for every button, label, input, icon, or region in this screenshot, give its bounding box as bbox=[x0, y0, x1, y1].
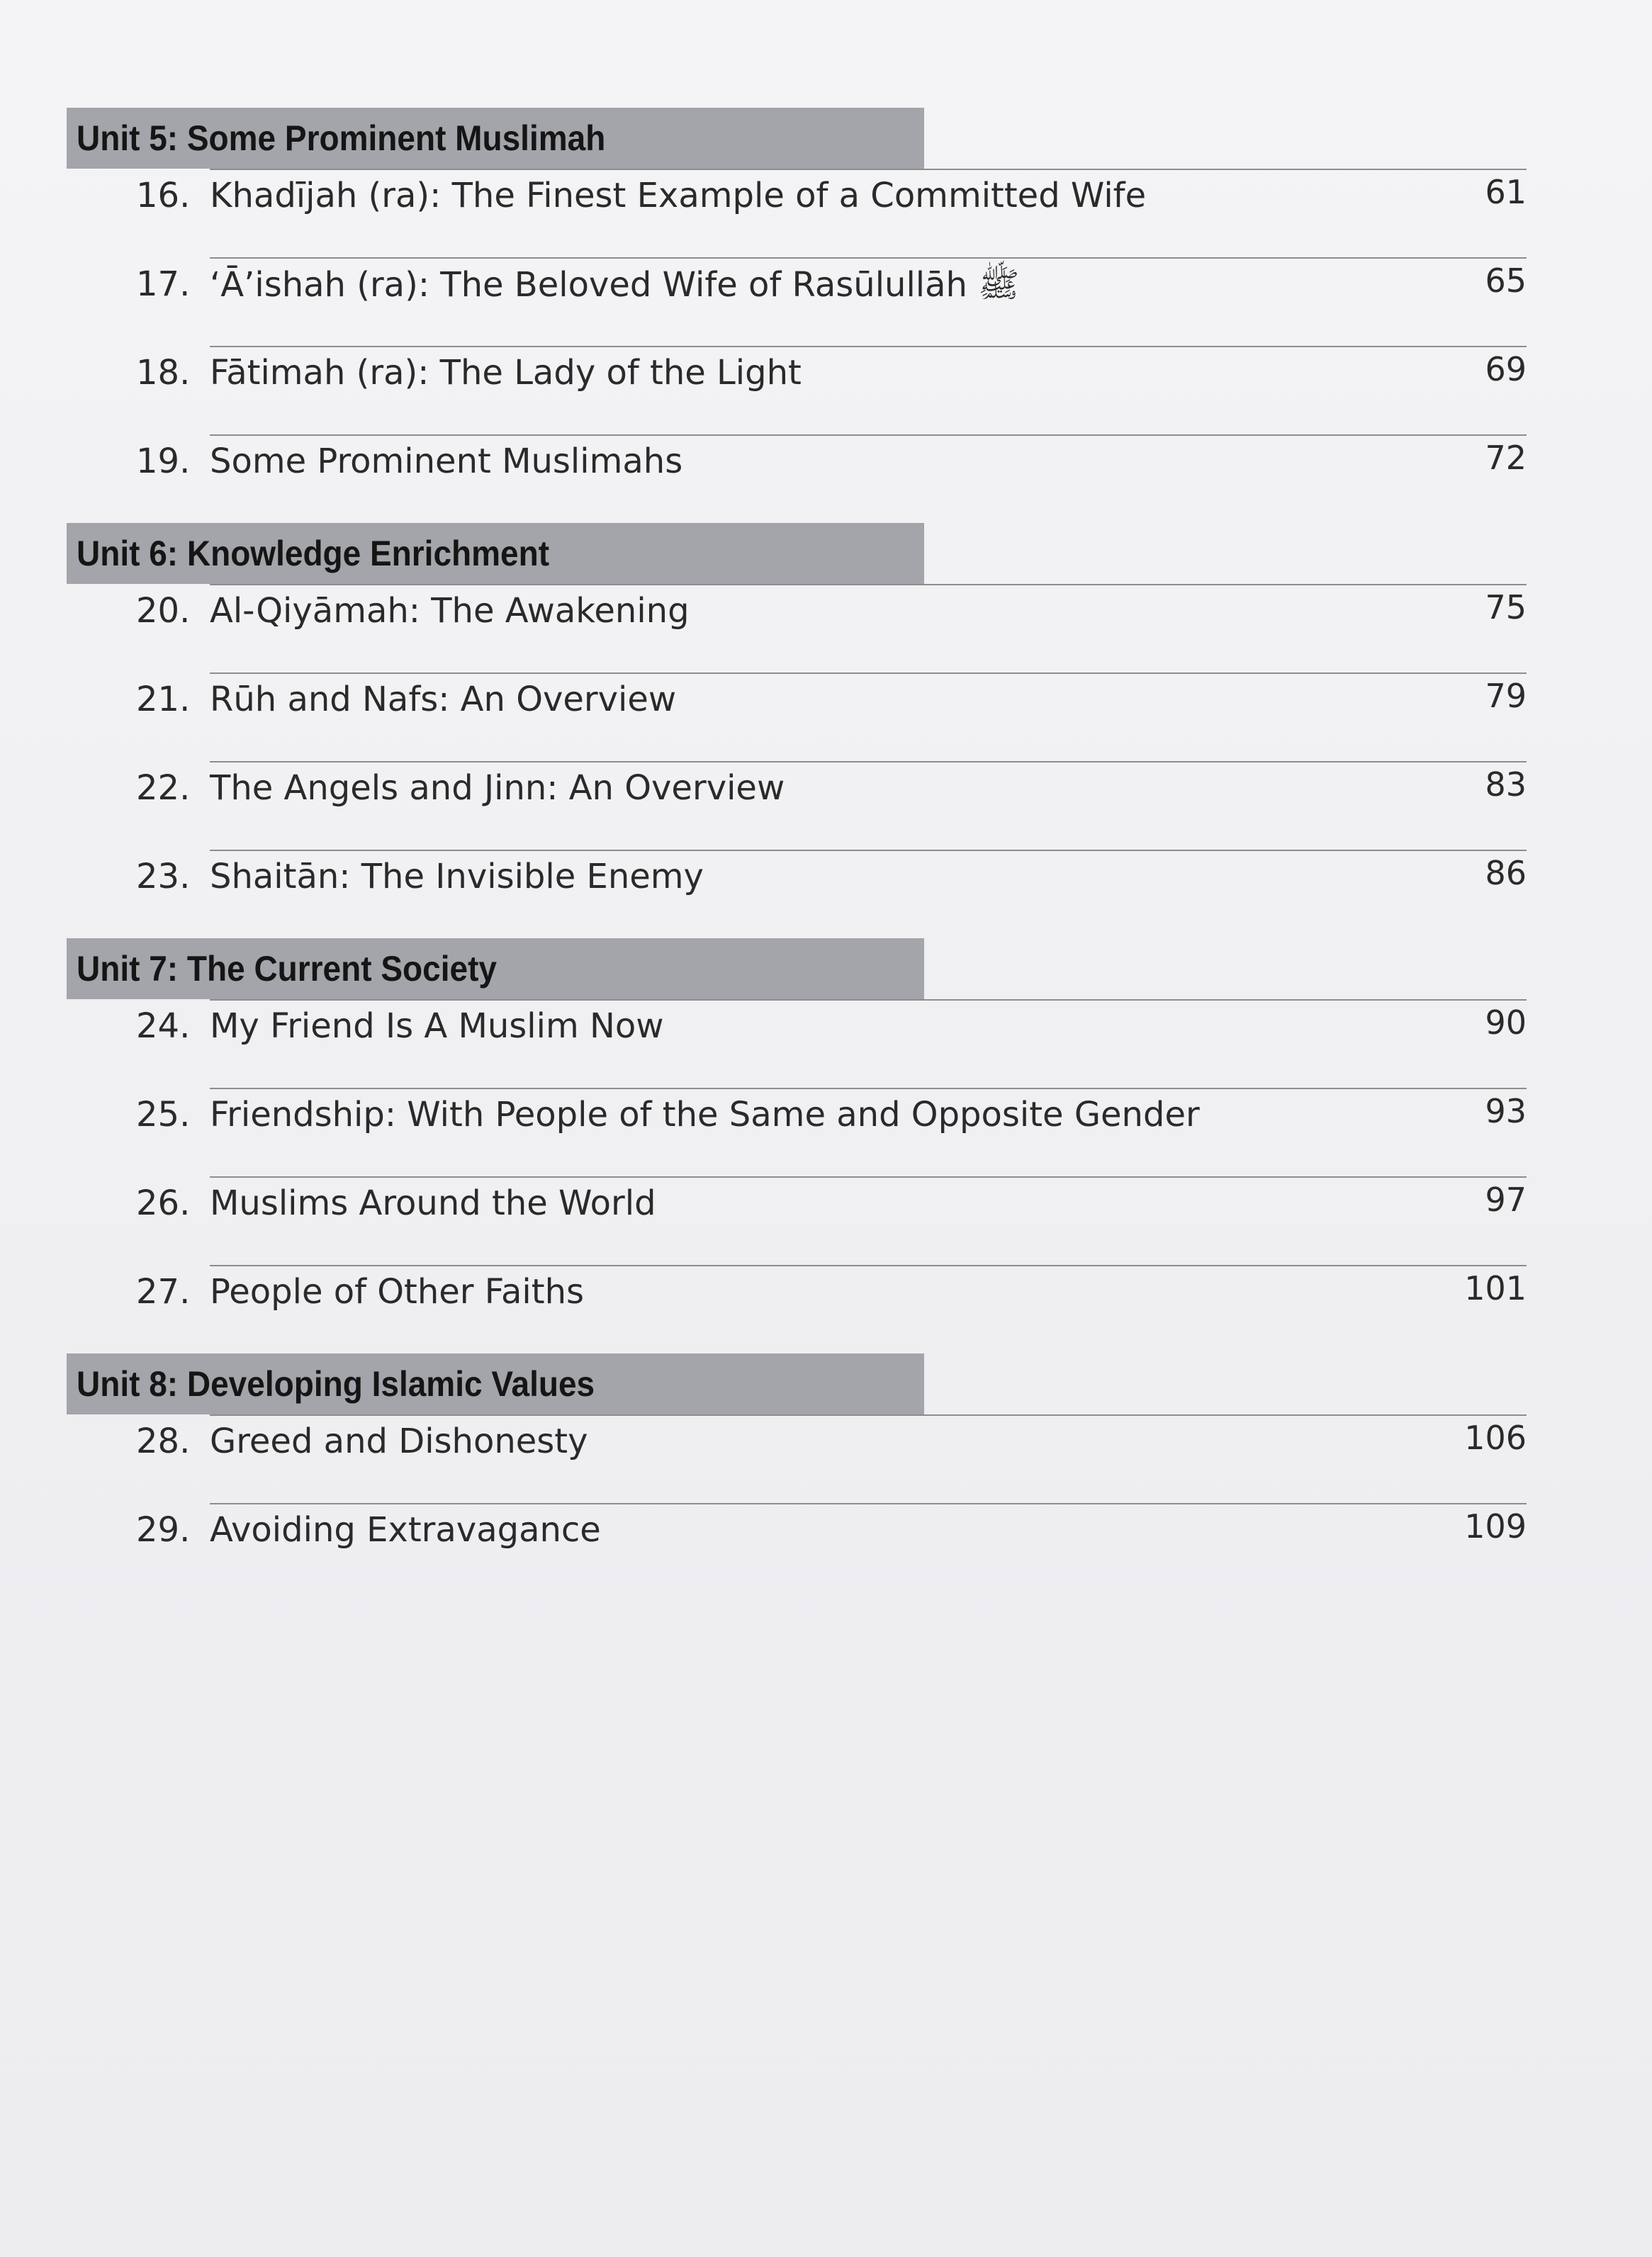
unit-heading bbox=[67, 108, 924, 169]
divider bbox=[210, 346, 1527, 347]
lesson-number: 20. bbox=[136, 591, 191, 631]
lesson-number: 18. bbox=[136, 353, 191, 393]
toc-entry bbox=[67, 1265, 1527, 1353]
page-number: 75 bbox=[1485, 588, 1527, 626]
lesson-number: 22. bbox=[136, 768, 191, 808]
lesson-title: My Friend Is A Muslim Now bbox=[210, 1006, 664, 1046]
lesson-title: Khadījah (ra): The Finest Example of a Committed Wife bbox=[210, 176, 1147, 215]
divider bbox=[210, 672, 1527, 674]
toc-entry bbox=[67, 257, 1527, 346]
lesson-number: 17. bbox=[136, 264, 191, 304]
page-number: 69 bbox=[1485, 350, 1527, 388]
unit-heading-text: Unit 7: The Current Society bbox=[77, 949, 497, 989]
lesson-number: 19. bbox=[136, 441, 191, 481]
toc-entry bbox=[67, 761, 1527, 850]
divider bbox=[210, 1414, 1527, 1416]
toc-entry bbox=[67, 346, 1527, 434]
lesson-title: Al-Qiyāmah: The Awakening bbox=[210, 591, 690, 631]
lesson-title: People of Other Faiths bbox=[210, 1272, 584, 1312]
divider bbox=[210, 169, 1527, 170]
page-number: 109 bbox=[1464, 1507, 1527, 1546]
unit-8-section bbox=[67, 1353, 1527, 1592]
lesson-title: Friendship: With People of the Same and Opposite Gender bbox=[210, 1095, 1200, 1135]
lesson-number: 27. bbox=[136, 1272, 191, 1312]
lesson-number: 24. bbox=[136, 1006, 191, 1046]
lesson-title: Fātimah (ra): The Lady of the Light bbox=[210, 353, 802, 393]
toc-entry bbox=[67, 1414, 1527, 1503]
lesson-title: The Angels and Jinn: An Overview bbox=[210, 768, 785, 808]
page-number: 90 bbox=[1485, 1003, 1527, 1042]
toc-entry bbox=[67, 1176, 1527, 1265]
divider bbox=[210, 1176, 1527, 1178]
toc-entry bbox=[67, 584, 1527, 672]
unit-7-section bbox=[67, 938, 1527, 1353]
divider bbox=[210, 850, 1527, 851]
toc-entry bbox=[67, 1503, 1527, 1592]
divider bbox=[210, 1088, 1527, 1089]
lesson-number: 25. bbox=[136, 1095, 191, 1135]
unit-heading bbox=[67, 1353, 924, 1414]
divider bbox=[210, 257, 1527, 259]
lesson-title: ‘Ā’ishah (ra): The Beloved Wife of Rasūlullāh ﷺ bbox=[210, 265, 1020, 305]
page-number: 72 bbox=[1485, 439, 1527, 477]
page-number: 79 bbox=[1485, 677, 1527, 715]
lesson-title: Greed and Dishonesty bbox=[210, 1422, 588, 1461]
lesson-title: Avoiding Extravagance bbox=[210, 1510, 601, 1550]
lesson-number: 28. bbox=[136, 1422, 191, 1461]
table-of-contents bbox=[67, 108, 1527, 1592]
toc-entry bbox=[67, 1088, 1527, 1176]
unit-heading-text: Unit 5: Some Prominent Muslimah bbox=[77, 118, 606, 158]
unit-heading bbox=[67, 523, 924, 584]
toc-entry bbox=[67, 999, 1527, 1088]
page-number: 83 bbox=[1485, 765, 1527, 804]
divider bbox=[210, 761, 1527, 762]
lesson-number: 21. bbox=[136, 680, 191, 719]
page-number: 61 bbox=[1485, 173, 1527, 211]
toc-entry bbox=[67, 850, 1527, 938]
lesson-number: 26. bbox=[136, 1183, 191, 1223]
divider bbox=[210, 999, 1527, 1001]
unit-heading-text: Unit 8: Developing Islamic Values bbox=[77, 1364, 595, 1404]
divider bbox=[210, 434, 1527, 436]
page-number: 65 bbox=[1485, 261, 1527, 300]
unit-6-section bbox=[67, 523, 1527, 938]
unit-heading bbox=[67, 938, 924, 999]
page-number: 97 bbox=[1485, 1181, 1527, 1219]
page-number: 93 bbox=[1485, 1092, 1527, 1130]
toc-entry bbox=[67, 434, 1527, 523]
divider bbox=[210, 584, 1527, 585]
lesson-title: Muslims Around the World bbox=[210, 1183, 656, 1223]
lesson-title: Some Prominent Muslimahs bbox=[210, 441, 683, 481]
lesson-title: Rūh and Nafs: An Overview bbox=[210, 680, 677, 719]
unit-5-section bbox=[67, 108, 1527, 523]
divider bbox=[210, 1503, 1527, 1504]
unit-heading-text: Unit 6: Knowledge Enrichment bbox=[77, 534, 550, 573]
toc-entry bbox=[67, 169, 1527, 257]
page-number: 106 bbox=[1464, 1419, 1527, 1457]
page-number: 101 bbox=[1464, 1269, 1527, 1307]
lesson-title: Shaitān: The Invisible Enemy bbox=[210, 857, 704, 896]
toc-entry bbox=[67, 672, 1527, 761]
divider bbox=[210, 1265, 1527, 1266]
lesson-number: 16. bbox=[136, 176, 191, 215]
page-number: 86 bbox=[1485, 854, 1527, 892]
lesson-number: 29. bbox=[136, 1510, 191, 1550]
lesson-number: 23. bbox=[136, 857, 191, 896]
